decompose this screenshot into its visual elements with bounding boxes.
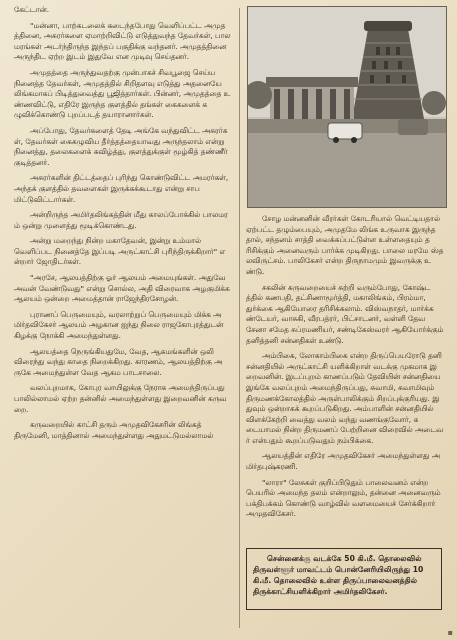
- article-paragraph: அசுரர்களின் திட்டத்தைப் புரிந்து கொண்டுவிட்ட அமரர்கள், அந்தக் குளத்தில் தவளைகள் இருக்கக்கூடாது என்று சாபமிட்டுவிட்டார்கள்.: [14, 173, 229, 204]
- article-paragraph: புராணப் பெருமையும், வரலாற்றுப் பெருமையும் மிக்க அமிர்தவிகேசர் ஆலயம் அழகான ஐந்து நிலை ராஜகோபுரத்துடன் கிழக்கு நோக்கி அமைந்துள்ளது.: [14, 309, 224, 341]
- article-paragraph: கருவறையில் காட்சி தரும் அமுதவிகேசரின் லிங்கத் திருமேனி, மாத்தினால் அமைந்துள்ளது அதுமட்டுமல்லாமல்: [14, 420, 214, 440]
- article-paragraph: "லாரா" லேசுகள் குறிப்பிடுதும் பாலைவனம் என்ற பெயரில் அமைந்த தலம் என்றாலும், தன்னை அனைவரும் பக்திபக்கம் கொண்டு வாழ்வில் வளமையைச் சேர்க்கிறார் அமுதவிகேசர்.: [246, 477, 441, 519]
- article-paragraph: வலப்புறமாக, கோபுர வாயிலுக்கு நேராக அமைந்திருப்பது பாலில்லாமல் ஏற்ற தன்னில் அமைந்துள்ளது இறைவனின் கருவறை.: [14, 383, 227, 414]
- article-paragraph: "மன்னா, பாற்கடலைக் கடைந்தபோது வெளிப்பட்ட அமுதத்தினை, அசுரர்களை ஏமாற்றிவிட்டு எடுத்துவந்த தேவர்கள், பாலமரங்கள் அடர்ந்திருந்த இந்தப் பகுதிக்கு வந்தனர். அமுதத்தினை அருந்திட ஏற்ற இடம் இதுவே என முடிவு செய்தனர்.: [14, 20, 231, 62]
- article-paragraph: சகலின் கருவறையைச் சுற்றி வரும்போது, கோஷ்டத்தில் கணபதி, தட்சிணாமூர்த்தி, மகாலிங்கம், பிரம்மா, துர்க்கை ஆகியோரை தரிசிக்கலாம். விஸ்வநாதர், மார்க்கண்டேயர், வாசுகி, வீரபத்ரர், பிட்சாடனர், வள்ளி தேவசேனா சமேத சுப்ரமணியர், சண்டிகேஸ்வரர் ஆகியோர்க்கும் தனித்தனி சன்னதிகள் உண்டு.: [246, 282, 444, 345]
- page-corner-mark: ▪: [447, 628, 453, 637]
- article-paragraph: ஆலயத்தை நெருங்கியதுமே, வேத, ஆகமங்களின் ஒலி விரைந்து வந்து காதை நிறைக்கிறது. காரணம், ஆலயத்திற்கு அருகே அமைந்துள்ள வேத ஆகம பாடசாலை.: [14, 346, 223, 377]
- article-paragraph: "அரசே, ஆலயத்திற்கு ஓர் ஆலயம் அமையுங்கள். அதுவே அவன் வேண்டுவது" என்று சொல்ல, அதி விரைவாக அழகுமிக்க ஆலயம் ஒன்றை அமைத்தான் ராஜேந்திரசோழன்.: [14, 273, 230, 304]
- left-article-column: [14, 5, 232, 446]
- article-paragraph: அம்பிகை, லோகாம்பிகை என்ற திருப்பெயரோடு தனி சன்னதியில் அருட்காட்சி யளிக்கிறாள் வடக்கு முகமாக இறைவனின். இடப்புறம் காணப்படும் தேவியின் சன்னதியை இங்கே வலப்புறம் அமைந்திருப்பது, சுவாமி, சுவாமிவும் திருமணக்கோலத்தில் அருள்பாலிக்கும் சிறப்புக்குரியது. இதுவும் ஒன்றாகக் கூறப்படுகிறது. அம்பாளின் சன்னதியில் விளக்கேற்றி வைத்து வலம் வந்து வணங்குவோர், கடையாமல் நின்ற திருமணப் பேற்றினை விரைவில் அடைவர் என்பதும் கூறப்படுவதும் நம்பிக்கை.: [246, 351, 444, 445]
- location-info-box: [246, 548, 442, 610]
- article-paragraph: ஆலயத்தின் எதிரே அமுதவிகேசர் அமைந்துள்ளது அமிர்தபுஷ்கரணி.: [246, 451, 440, 472]
- article-paragraph: அப்போது, தேவர்களைத் தேடி அங்கே வந்துவிட்ட அசுரர்கள், தேவர்கள் கைகழுவிய தீர்த்தத்தையாவது அருந்தலாம் என்று நினைத்து, தலைகளைக் கவிழ்த்து, குளத்துக்குள் மூழ்கித் தண்ணீர் குடித்தனர்.: [14, 125, 228, 167]
- temple-gopuram-photo: [247, 6, 447, 208]
- column-divider: [239, 8, 240, 628]
- article-paragraph: அமுதத்தை அருந்துவதற்கு முன்பாகச் சிவபூஜை செய்ய நினைத்த தேவர்கள், அமுதத்தில் சிறிதளவு எடுத்து அதனையே லிங்கமாகப் பிடித்துவைத்து பூஜித்தார்கள். பின்னர், அமுதத்தை உண்ணவிட்டு, எதிரே இருந்த குளத்தில் தங்கள் கைகளைக் கழுவிக்கொண்டு புறப்படத் தயாரானார்கள்.: [14, 67, 231, 120]
- article-paragraph: அன்று மறைந்து நின்ற மகாதேவன், இன்று உம்மால் வெளிப்பட நினைத்தே இப்படி அருட்காட்சி புரிந்திருக்கிறார்" என்றார் ஜோதிடர்கள்.: [14, 236, 226, 267]
- article-paragraph: அன்றிருந்த அமிர்தலிங்கத்தின் மீது காலப்போக்கில் பாலமரம் ஒன்று முளைத்து மூடிக்கொண்டது.: [14, 210, 228, 230]
- location-info-text: சென்னைக்கு வடக்கே 50 கி.மீ. தொலைவில் திருவள்ளூர் மாவட்டம் பொன்னேரியிலிருந்து 10 கி.மீ. தொலைவில் உள்ள திருப்பாலைவனத்தில் திருக்காட்சியளிக்கிறார் அமிர்தலிகேசர்.: [253, 554, 424, 596]
- article-paragraph: கேட்டான்.: [14, 5, 50, 14]
- article-paragraph: சோழ மன்னனின் வீரர்கள் கோடரியால் வெட்டியதால் ஏற்பட்ட தழும்பையும், அமுதமே லிங்க உருவாக இருந்ததால், சந்தனம் சாத்தி வைக்கப்பட்டுள்ள உள்ளதையும் தரிசிக்கும் அனைவரும் பார்க்க முடிகிறது. பாலை மரமே ஸ்தலவிருட்சம். பாலிகேசர் என்ற திருநாமமும் இவருக்கு உண்டு.: [246, 214, 444, 276]
- temple-photo-illustration: [248, 7, 446, 207]
- right-article-column: [246, 214, 444, 525]
